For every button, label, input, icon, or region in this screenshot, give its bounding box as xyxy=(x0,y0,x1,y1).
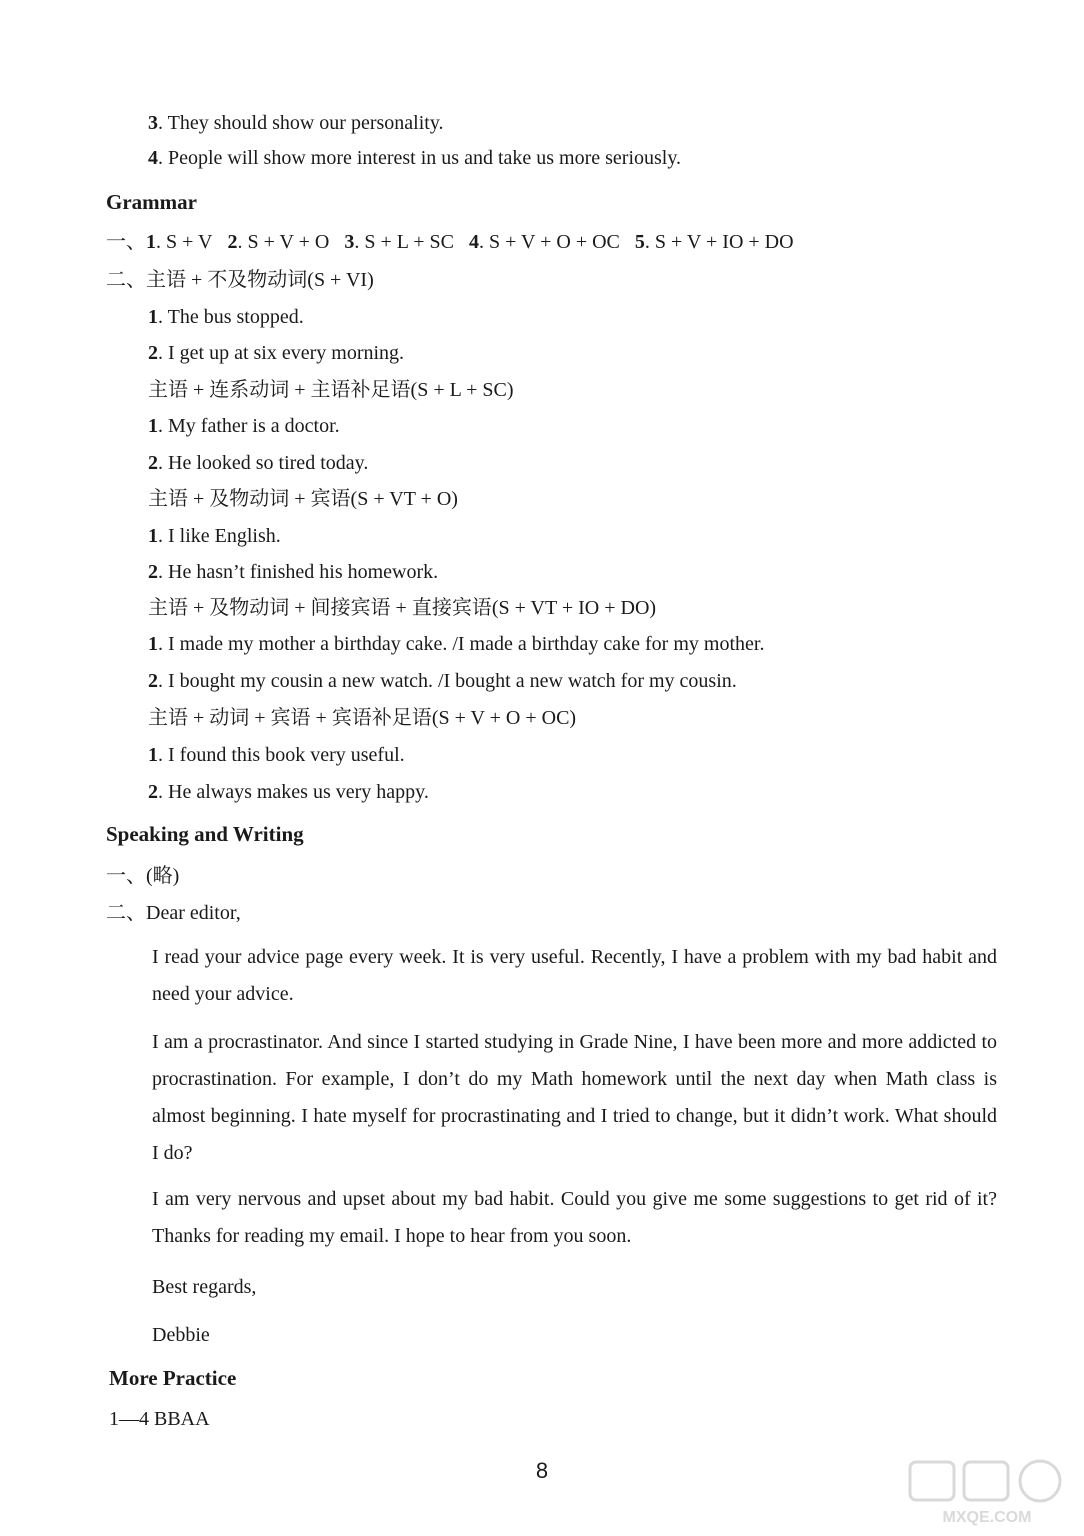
list-item: 1. My father is a doctor. xyxy=(148,415,340,437)
grammar-group-title: 主语 + 连系动词 + 主语补足语(S + L + SC) xyxy=(148,379,514,401)
list-item: 2. I bought my cousin a new watch. /I bought a new watch for my cousin. xyxy=(148,670,737,692)
list-item: 2. He looked so tired today. xyxy=(148,452,369,474)
grammar-group-title: 二、主语 + 不及物动词(S + VI) xyxy=(106,269,374,291)
list-item: 1. I made my mother a birthday cake. /I made a birthday cake for my mother. xyxy=(148,633,765,655)
list-item: 1. The bus stopped. xyxy=(148,306,304,328)
letter-paragraph: I am very nervous and upset about my bad habit. Could you give me some suggestions to get rid of it? Thanks for reading my email. I hope to hear from you soon. xyxy=(152,1188,997,1247)
list-item: 1. I found this book very useful. xyxy=(148,744,405,766)
letter-signature: Debbie xyxy=(152,1324,210,1346)
letter-closing: Best regards, xyxy=(152,1276,257,1298)
section-heading-grammar: Grammar xyxy=(106,190,197,214)
letter-paragraph: I read your advice page every week. It is very useful. Recently, I have a problem with my bad habit and need your advice. xyxy=(152,946,997,1005)
list-item: 1. I like English. xyxy=(148,525,281,547)
letter-paragraph: I am a procrastinator. And since I started studying in Grade Nine, I have been more and more addicted to procrastination. For example, I don’t do my Math homework until the next day when Math class is almost beginning. I hate myself for procrastinating and I tried to change, but it didn’t work. What should I do? xyxy=(152,1031,997,1164)
grammar-group-title: 主语 + 及物动词 + 宾语(S + VT + O) xyxy=(148,488,458,510)
list-item: 2. I get up at six every morning. xyxy=(148,342,405,364)
watermark-logo xyxy=(902,1456,1072,1528)
grammar-part1: 一、1. S + V 2. S + V + O 3. S + L + SC 4. S + V + O + OC 5. S + V + IO + DO xyxy=(106,231,794,253)
more-practice-answer: 1—4 BBAA xyxy=(109,1408,210,1430)
speaking-part1: 一、(略) xyxy=(106,865,180,887)
page-number: 8 xyxy=(535,1458,549,1483)
list-item: 3. They should show our personality. xyxy=(148,112,444,134)
section-heading-speaking: Speaking and Writing xyxy=(106,822,304,846)
section-heading-more-practice: More Practice xyxy=(109,1366,237,1390)
grammar-group-title: 主语 + 动词 + 宾语 + 宾语补足语(S + V + O + OC) xyxy=(148,707,577,729)
grammar-group-title: 主语 + 及物动词 + 间接宾语 + 直接宾语(S + VT + IO + DO) xyxy=(148,597,657,619)
speaking-salutation: 二、Dear editor, xyxy=(106,902,241,924)
watermark-text: MXQE.COM xyxy=(942,1509,1032,1526)
list-item: 2. He always makes us very happy. xyxy=(148,781,429,803)
list-item: 2. He hasn’t finished his homework. xyxy=(148,561,439,583)
list-item: 4. People will show more interest in us and take us more seriously. xyxy=(148,147,682,169)
